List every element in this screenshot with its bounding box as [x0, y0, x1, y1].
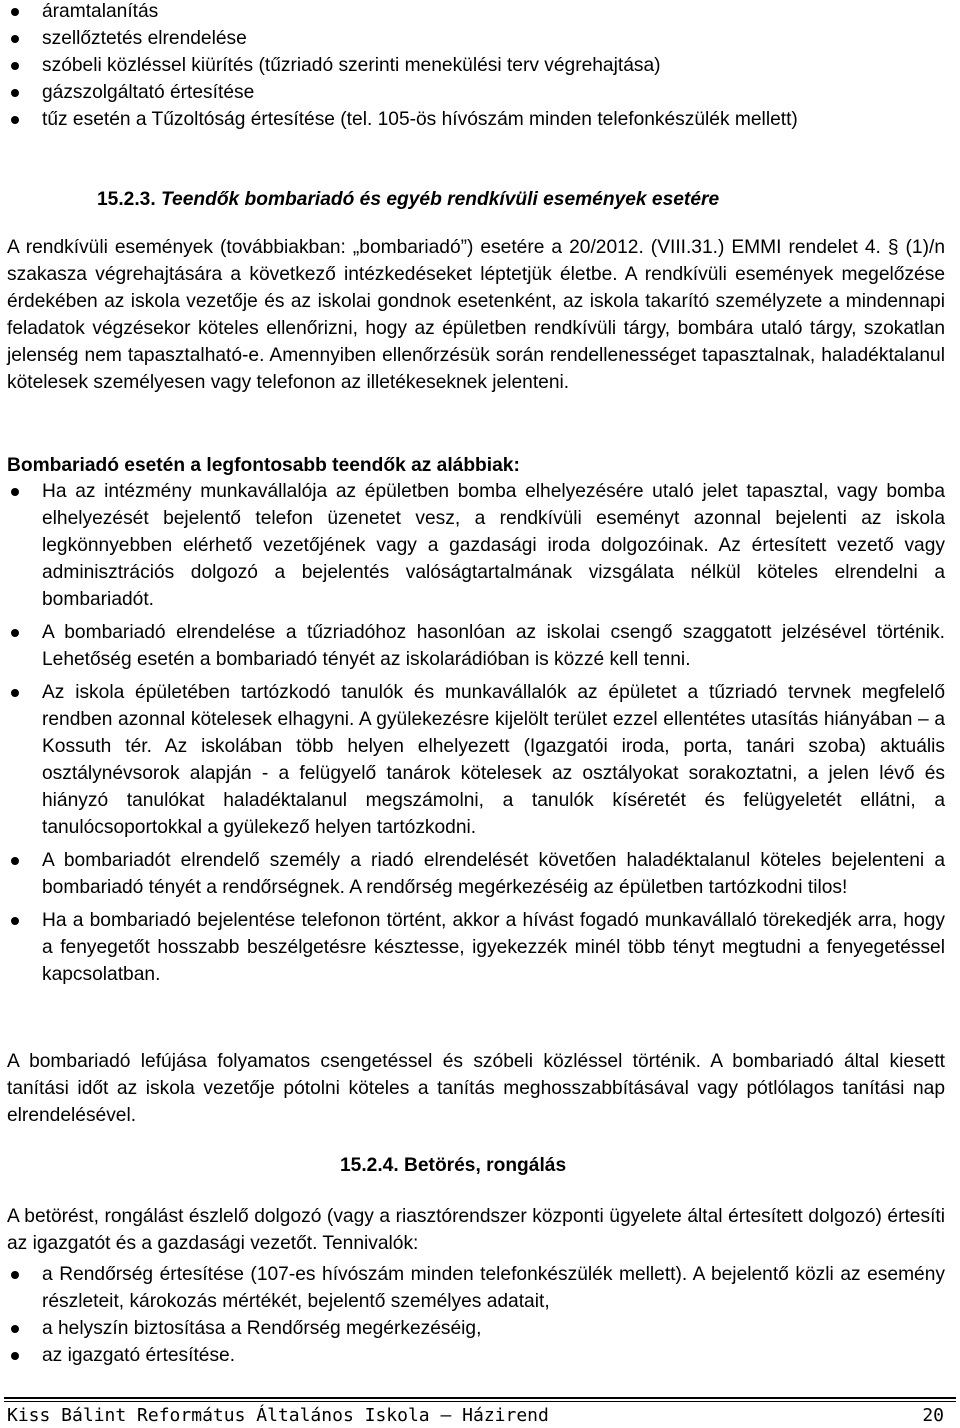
- bomb-alert-list: [0, 478, 945, 988]
- list-item: a Rendőrség értesítése (107-es hívószám minden telefonkészülék mellett). A bejelentő közli az esemény részleteit, károkozás mértékét, bejelentő személyes adatait,: [0, 1261, 945, 1315]
- section-title: Betörés, rongálás: [404, 1155, 567, 1176]
- list-item: A bombariadó elrendelése a tűzriadóhoz hasonlóan az iskolai csengő szaggatott jelzésével történik. Lehetőség esetén a bombariadó tényét az iskolarádióban is közzé kell tenni.: [0, 619, 945, 673]
- bomb-alert-subheading: Bombariadó esetén a legfontosabb teendők az alábbiak:: [7, 455, 520, 476]
- closing-paragraph: A bombariadó lefújása folyamatos csengetéssel és szóbeli közléssel történik. A bombariadó által kiesett tanítási időt az iskola vezetője pótolni köteles a tanítás meghosszabbításával vagy pótlólagos tanítási nap elrendelésével.: [7, 1051, 945, 1126]
- list-item: az igazgató értesítése.: [0, 1342, 945, 1369]
- section-title: Teendők bombariadó és egyéb rendkívüli események esetére: [161, 189, 720, 210]
- footer-school-name: Kiss Bálint Református Általános Iskola – Házirend: [7, 1405, 549, 1426]
- list-item: Ha a bombariadó bejelentése telefonon történt, akkor a hívást fogadó munkavállaló törekedjék arra, hogy a fenyegetőt hosszabb beszélgetésre késztesse, igyekezzék minél több tényt megtudni a fenyegetéssel kapcsolatban.: [0, 907, 945, 988]
- burglary-paragraph: A betörést, rongálást észlelő dolgozó (vagy a riasztórendszer központi ügyelete által értesített dolgozó) értesíti az igazgatót és a gazdasági vezetőt. Tennivalók:: [7, 1206, 945, 1254]
- list-item: szellőztetés elrendelése: [0, 25, 945, 52]
- list-item: A bombariadót elrendelő személy a riadó elrendelését követően haladéktalanul köteles bejelenteni a bombariadó tényét a rendőrségnek. A rendőrség megérkezéséig az épületben tartózkodni tilos!: [0, 847, 945, 901]
- page-footer: [7, 1404, 944, 1428]
- list-item: szóbeli közléssel kiürítés (tűzriadó szerinti menekülési terv végrehajtása): [0, 52, 945, 79]
- list-item: tűz esetén a Tűzoltóság értesítése (tel. 105-ös hívószám minden telefonkészülék mellett): [0, 106, 945, 133]
- list-item: Ha az intézmény munkavállalója az épületben bomba elhelyezésére utaló jelet tapasztal, vagy bomba elhelyezését bejelentő telefon üzenetet vesz, a rendkívüli eseményt azonnal bejelenti az iskola legkönnyebben elérhető vezetőjének vagy a gazdasági iroda dolgozóinak. Az értesített vezető vagy adminisztrációs dolgozó a bejelentés valóságtartalmának vizsgálata nélkül köteles elrendelni a bombariadót.: [0, 478, 945, 613]
- burglary-list: [0, 1261, 945, 1369]
- section-number: 15.2.4.: [340, 1155, 399, 1176]
- section-heading-15-2-3: [97, 186, 719, 213]
- list-item: gázszolgáltató értesítése: [0, 79, 945, 106]
- intro-list: [0, 0, 945, 133]
- footer-rule: [4, 1401, 956, 1402]
- section-number: 15.2.3.: [97, 189, 156, 210]
- list-item: áramtalanítás: [0, 0, 945, 25]
- section-paragraph: A rendkívüli események (továbbiakban: „bombariadó”) esetére a 20/2012. (VIII.31.) EMMI rendelet 4. § (1)/n szakasza végrehajtására a következő intézkedéseket léptetjük életbe. A rendkívüli események megelőzése érdekében az iskola vezetője és az iskolai gondnok esetenként, az iskola takarító személyzete a mindennapi feladatok végzésekor köteles ellenőrizni, hogy az épületben rendkívüli tárgy, bombára utaló tárgy, szokatlan jelenség nem tapasztalható-e. Amennyiben ellenőrzésük során rendellenességet tapasztalnak, haladéktalanul kötelesek személyesen vagy telefonon az illetékeseknek jelenteni.: [7, 237, 945, 393]
- section-heading-15-2-4: [340, 1152, 566, 1179]
- list-item: Az iskola épületében tartózkodó tanulók és munkavállalók az épületet a tűzriadó tervnek megfelelő rendben azonnal kötelesek elhagyni. A gyülekezésre kijelölt terület ezzel ellentétes utasítás hiányában – a Kossuth tér. Az iskolában több helyen elhelyezett (Igazgatói iroda, porta, tanári szoba) aktuális osztálynévsorok alapján - a felügyelő tanárok kötelesek az osztályokat sorakoztatni, a jelen lévő és hiányzó tanulókat haladéktalanul megszámolni, a tanulók kíséretét és felügyeletét ellátni, a tanulócsoportokkal a gyülekező helyen tartózkodni.: [0, 679, 945, 841]
- page-number: 20: [922, 1405, 944, 1426]
- list-item: a helyszín biztosítása a Rendőrség megérkezéséig,: [0, 1315, 945, 1342]
- footer-rule: [4, 1397, 956, 1399]
